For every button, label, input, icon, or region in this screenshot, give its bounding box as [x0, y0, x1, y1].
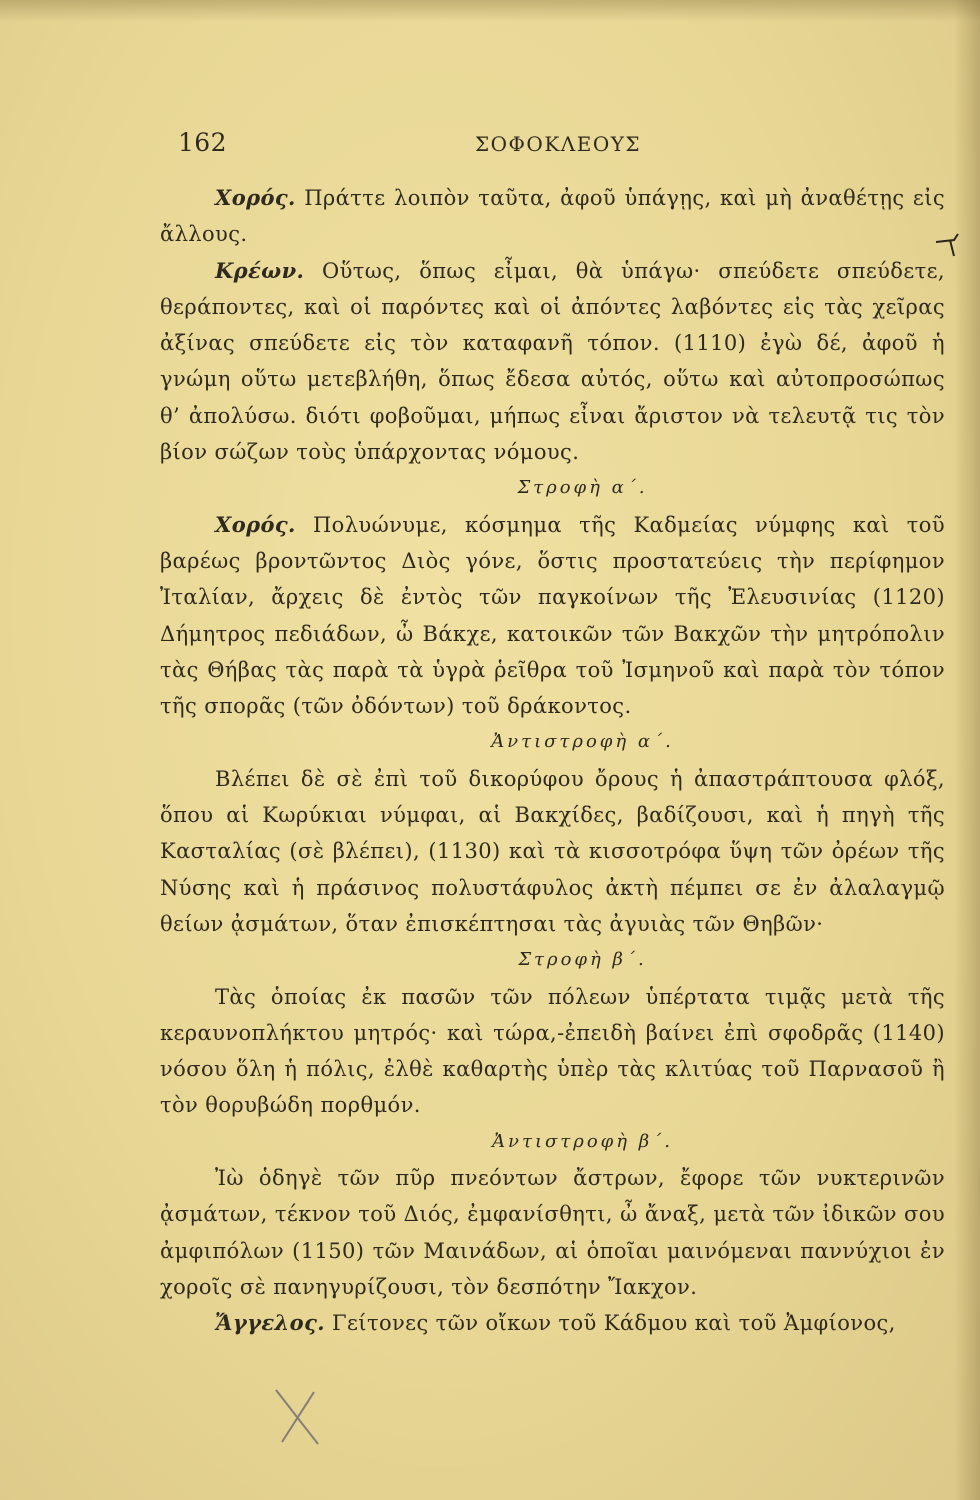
paragraph-messenger	[160, 1305, 945, 1341]
speaker-name: Κρέων.	[215, 257, 305, 283]
paragraph-text: Οὕτως, ὅπως εἶμαι, θὰ ὑπάγω· σπεύδετε σπεύδετε, θεράποντες, καὶ οἱ παρόντες καὶ οἱ ἀπόντες λαβόντες εἰς τὰς χεῖρας ἀξίνας σπεύδετε εἰς τὸν καταφανῆ τόπον. (1110) ἐγὼ δέ, ἀφοῦ ἡ γνώμη οὕτω μετεβλήθη, ὅπως ἔδεσα αὐτός, οὕτω καὶ αὐτοπροσώπως θ’ ἀπολύσω. διότι φοβοῦμαι, μήπως εἶναι ἄριστον νὰ τελευτᾷ τις τὸν βίον σώζων τοὺς ὑπάρχοντας νόμους.	[160, 258, 945, 465]
section-heading-strophe-a: Στροφὴ α΄.	[517, 477, 648, 499]
paragraph-antistrophe-b: Ἰὼ ὁδηγὲ τῶν πῦρ πνεόντων ἄστρων, ἔφορε τῶν νυκτερινῶν ᾀσμάτων, τέκνον τοῦ Διός, ἐμφανίσθητι, ὦ ἄναξ, μετὰ τῶν ἰδικῶν σου ἀμφιπόλων (1150) τῶν Μαινάδων, αἱ ὁποῖαι μαινόμεναι παννύχιοι ἐν χοροῖς σὲ πανηγυρίζουσι, τὸν δεσπότην Ἴακχον.	[160, 1166, 945, 1299]
speaker-name: Ἄγγελος.	[215, 1310, 325, 1336]
page-header	[160, 128, 945, 164]
paragraph-text: Πράττε λοιπὸν ταῦτα, ἀφοῦ ὑπάγῃς, καὶ μὴ ἀναθέτῃς εἰς ἄλλους.	[160, 186, 945, 247]
paragraph-chorus-2	[160, 507, 945, 725]
speaker-name: Χορός.	[215, 185, 296, 210]
page-number: 162	[178, 128, 227, 157]
ink-blot-icon	[932, 230, 962, 260]
paragraph-strophe-b: Τὰς ὁποίας ἐκ πασῶν τῶν πόλεων ὑπέρτατα τιμᾷς μετὰ τῆς κεραυνοπλήκτου μητρός· καὶ τώρα,-ἐπειδὴ βαίνει ἐπὶ σφοδρᾶς (1140) νόσου ὅλη ἡ πόλις, ἐλθὲ καθαρτὴς ὑπὲρ τὰς κλιτύας τοῦ Παρνασοῦ ἢ τὸν θορυβώδη πορθμόν.	[160, 984, 945, 1118]
paragraph-chorus-1	[160, 180, 945, 253]
paragraph-antistrophe-a: Βλέπει δὲ σὲ ἐπὶ τοῦ δικορύφου ὄρους ἡ ἀπαστράπτουσα φλόξ, ὅπου αἱ Κωρύκιαι νύμφαι, αἱ Βακχίδες, βαδίζουσι, καὶ ἡ πηγὴ τῆς Κασταλίας (σὲ βλέπει), (1130) καὶ τὰ κισσοτρόφα ὕψη τῶν ὀρέων τῆς Νύσης καὶ ἡ πράσινος πολυστάφυλος ἀκτὴ πέμπει σε ἐν ἀλαλαγμῷ θείων ᾀσμάτων, ὅταν ἐπισκέπτησαι τὰς ἀγυιὰς τῶν Θηβῶν·	[160, 766, 945, 936]
paragraph-creon	[160, 253, 945, 471]
speaker-name: Χορός.	[215, 511, 296, 537]
pencil-mark-icon	[268, 1382, 328, 1452]
page-body	[160, 180, 945, 1342]
running-head: ΣΟΦΟΚΛΕΟΥΣ	[475, 132, 642, 156]
section-heading-antistrophe-a: Ἀντιστροφὴ α΄.	[491, 731, 674, 753]
page-shadow-top	[0, 0, 980, 22]
section-heading-antistrophe-b: Ἀντιστροφὴ β΄.	[492, 1130, 673, 1152]
paragraph-text: Πολυώνυμε, κόσμημα τῆς Καδμείας νύμφης καὶ τοῦ βαρέως βροντῶντος Διὸς γόνε, ὅστις προστατεύεις τὴν περίφημον Ἰταλίαν, ἄρχεις δὲ ἐντὸς τῶν παγκοίνων τῆς Ἐλευσινίας (1120) Δήμητρος πεδιάδων, ὦ Βάκχε, κατοικῶν τῶν Βακχῶν τὴν μητρόπολιν τὰς Θήβας τὰς παρὰ τὰ ὑγρὰ ῥεῖθρα τοῦ Ἰσμηνοῦ καὶ παρὰ τὸν τόπον τῆς σπορᾶς (τῶν ὀδόντων) τοῦ δράκοντος.	[160, 512, 945, 719]
section-heading-strophe-b: Στροφὴ β΄.	[518, 949, 647, 971]
paragraph-text: Γείτονες τῶν οἴκων τοῦ Κάδμου καὶ τοῦ Ἀμφίονος,	[324, 1311, 896, 1336]
page-shadow-right	[954, 0, 980, 1500]
